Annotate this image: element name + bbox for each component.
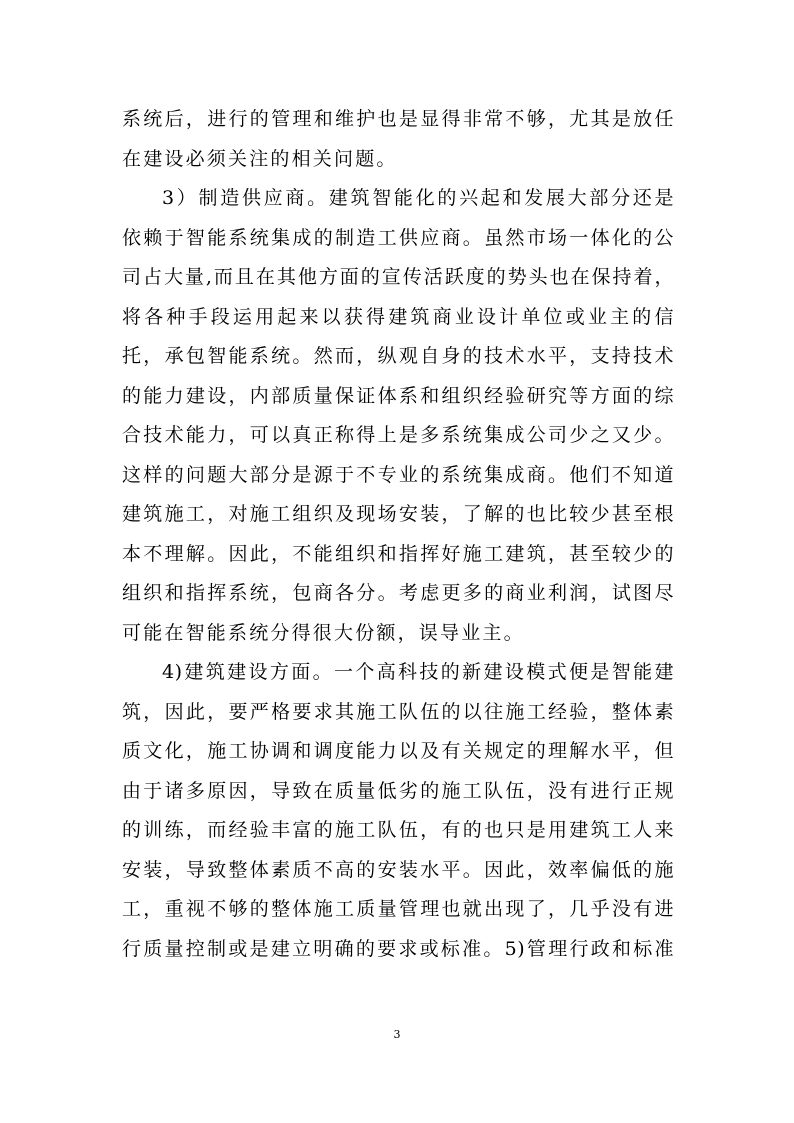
text-line: 将各种手段运用起来以获得建筑商业设计单位或业主的信 [122, 305, 674, 328]
text-line: 4)建筑建设方面。一个高科技的新建设模式便是智能建 [162, 661, 674, 683]
text-line: 安装，导致整体素质不高的安装水平。因此，效率偏低的施 [122, 858, 674, 881]
text-line: 工，重视不够的整体施工质量管理也就出现了，几乎没有进 [122, 898, 674, 920]
text-line: 由于诸多原因，导致在质量低劣的施工队伍，没有进行正规 [122, 779, 674, 802]
text-line: 3）制造供应商。建筑智能化的兴起和发展大部分还是 [162, 187, 674, 209]
body-text [122, 100, 674, 969]
text-line: 这样的问题大部分是源于不专业的系统集成商。他们不知道 [122, 463, 674, 486]
text-line: 司占大量,而且在其他方面的宣传活跃度的势头也在保持着， [122, 266, 674, 288]
text-line: 的能力建设，内部质量保证体系和组织经验研究等方面的综 [122, 384, 674, 407]
text-line: 依赖于智能系统集成的制造工供应商。虽然市场一体化的公 [122, 226, 674, 249]
text-line: 组织和指挥系统，包商各分。考虑更多的商业利润，试图尽 [122, 582, 674, 604]
text-line: 托，承包智能系统。然而，纵观自身的技术水平，支持技术 [122, 345, 674, 367]
text-line: 本不理解。因此，不能组织和指挥好施工建筑，甚至较少的 [122, 542, 674, 565]
text-line: 在建设必须关注的相关问题。 [122, 147, 398, 170]
text-line: 可能在智能系统分得很大份额，误导业主。 [122, 621, 525, 644]
text-line: 系统后，进行的管理和维护也是显得非常不够，尤其是放任 [122, 108, 674, 130]
text-line: 筑，因此，要严格要求其施工队伍的以往施工经验，整体素 [122, 700, 674, 723]
text-line: 质文化，施工协调和调度能力以及有关规定的理解水平，但 [122, 740, 674, 762]
page-number: 3 [393, 1028, 401, 1041]
text-line: 合技术能力，可以真正称得上是多系统集成公司少之又少。 [122, 424, 674, 446]
text-line: 的训练，而经验丰富的施工队伍，有的也只是用建筑工人来 [122, 819, 674, 841]
text-line: 建筑施工，对施工组织及现场安装，了解的也比较少甚至根 [122, 503, 674, 525]
text-line: 行质量控制或是建立明确的要求或标准。5)管理行政和标准 [122, 937, 674, 960]
